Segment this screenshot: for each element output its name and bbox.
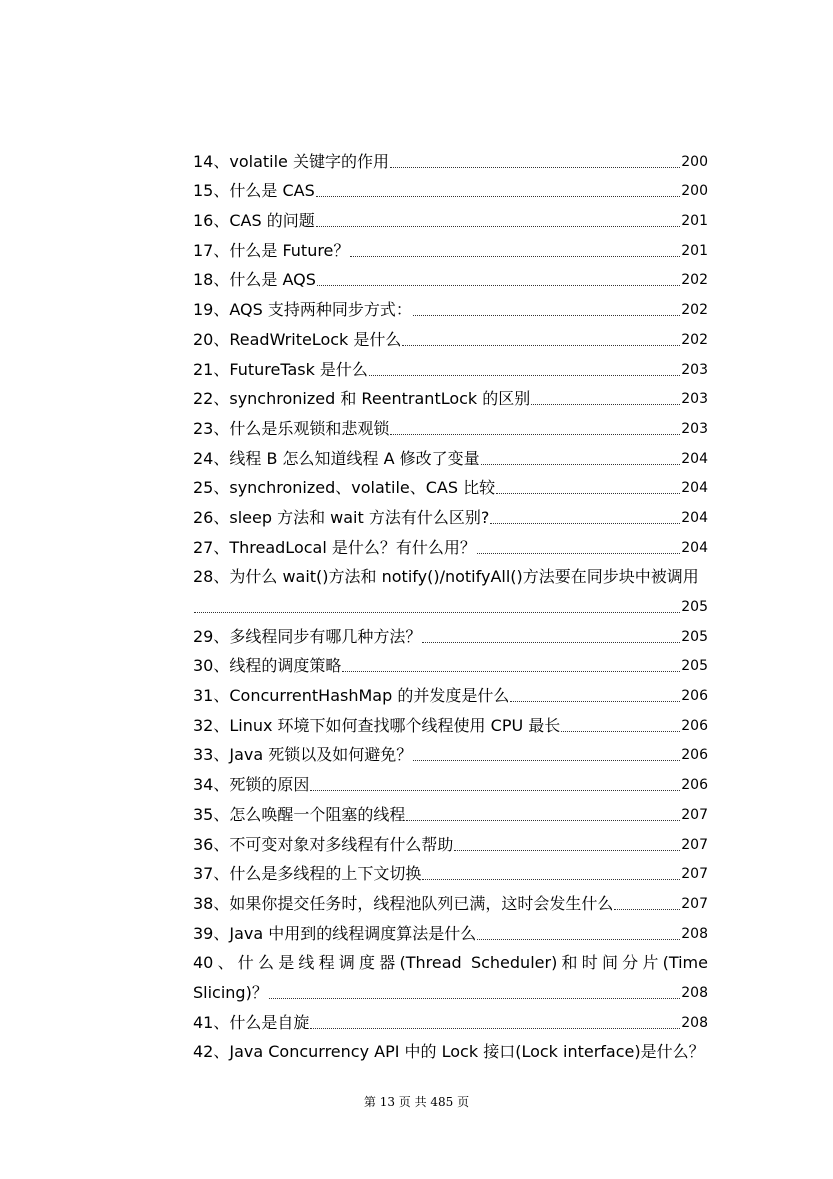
dot-leader	[477, 553, 680, 554]
toc-entry-title: 23、什么是乐观锁和悲观锁	[193, 418, 390, 438]
toc-entry-title: 29、多线程同步有哪几种方法？	[193, 626, 422, 646]
toc-entry-26[interactable]	[193, 499, 708, 529]
toc-entry-page: 203	[681, 361, 708, 378]
toc-entry-30[interactable]	[193, 648, 708, 678]
toc-entry-page: 206	[681, 688, 708, 705]
toc-entry-title: 17、什么是 Future？	[193, 240, 350, 260]
dot-leader	[402, 345, 680, 346]
toc-entry-28-continuation[interactable]	[193, 588, 708, 618]
toc-entry-title: 14、volatile 关键字的作用	[193, 151, 389, 171]
toc-entry-title: 38、如果你提交任务时，线程池队列已满，这时会发生什么	[193, 893, 614, 913]
toc-entry-page: 207	[681, 895, 708, 912]
dot-leader	[413, 315, 680, 316]
dot-leader	[316, 226, 681, 227]
toc-entry-25[interactable]	[193, 470, 708, 500]
dot-leader	[490, 523, 680, 524]
toc-entry-33[interactable]	[193, 737, 708, 767]
toc-entry-page: 207	[681, 836, 708, 853]
toc-entry-35[interactable]	[193, 796, 708, 826]
toc-entry-page: 205	[681, 628, 708, 645]
dot-leader	[194, 612, 680, 613]
toc-entry-17[interactable]	[193, 232, 708, 262]
toc-entry-15[interactable]	[193, 173, 708, 203]
toc-entry-title: 22、synchronized 和 ReentrantLock 的区别	[193, 389, 531, 409]
toc-entry-page: 204	[681, 450, 708, 467]
toc-entry-page: 201	[681, 213, 708, 230]
toc-entry-page: 205	[681, 599, 708, 615]
toc-entry-title: 28、为什么 wait()方法和 notify()/notifyAll()方法要在同步块中被调用	[193, 567, 699, 587]
dot-leader	[531, 404, 680, 405]
toc-entry-title: 39、Java 中用到的线程调度算法是什么	[193, 923, 477, 943]
toc-entry-title: 16、CAS 的问题	[193, 211, 315, 231]
toc-entry-page: 201	[681, 242, 708, 259]
toc-entry-page: 208	[681, 925, 708, 942]
toc-entry-21[interactable]	[193, 351, 708, 381]
toc-entry-page: 200	[681, 183, 708, 200]
toc-entry-title-continued: Slicing)？	[193, 982, 268, 1002]
toc-entry-title: 41、什么是自旋	[193, 1012, 310, 1032]
table-of-contents	[193, 143, 708, 1063]
toc-entry-page: 207	[681, 866, 708, 883]
toc-entry-28[interactable]	[193, 559, 708, 589]
toc-entry-title: 34、死锁的原因	[193, 775, 310, 795]
toc-entry-34[interactable]	[193, 766, 708, 796]
dot-leader	[317, 285, 680, 286]
toc-entry-page: 200	[681, 153, 708, 170]
toc-entry-title: 19、AQS 支持两种同步方式：	[193, 300, 412, 320]
toc-entry-32[interactable]	[193, 707, 708, 737]
dot-leader	[269, 998, 680, 999]
dot-leader	[369, 375, 680, 376]
dot-leader	[406, 820, 680, 821]
toc-entry-page: 206	[681, 747, 708, 764]
toc-entry-36[interactable]	[193, 826, 708, 856]
dot-leader	[481, 464, 681, 465]
toc-entry-38[interactable]	[193, 885, 708, 915]
toc-entry-page: 208	[681, 1014, 708, 1031]
toc-entry-page: 206	[681, 777, 708, 794]
dot-leader	[614, 909, 680, 910]
toc-entry-page: 204	[681, 509, 708, 526]
toc-entry-page: 206	[681, 717, 708, 734]
dot-leader	[316, 196, 681, 197]
dot-leader	[413, 760, 680, 761]
toc-entry-page: 202	[681, 302, 708, 319]
toc-entry-14[interactable]	[193, 143, 708, 173]
toc-entry-title: 20、ReadWriteLock 是什么	[193, 329, 402, 349]
dot-leader	[561, 731, 680, 732]
toc-entry-page: 202	[681, 272, 708, 289]
toc-entry-page: 207	[681, 806, 708, 823]
toc-entry-19[interactable]	[193, 291, 708, 321]
dot-leader	[390, 434, 680, 435]
toc-entry-title: 27、ThreadLocal 是什么？有什么用？	[193, 537, 476, 557]
toc-entry-title: 35、怎么唤醒一个阻塞的线程	[193, 804, 406, 824]
toc-entry-title: 30、线程的调度策略	[193, 656, 342, 676]
toc-entry-title: 15、什么是 CAS	[193, 181, 315, 201]
toc-entry-29[interactable]	[193, 618, 708, 648]
toc-entry-40[interactable]	[193, 945, 708, 975]
toc-entry-page: 204	[681, 539, 708, 556]
toc-entry-page: 208	[681, 984, 708, 1001]
toc-entry-37[interactable]	[193, 856, 708, 886]
toc-entry-title: 26、sleep 方法和 wait 方法有什么区别?	[193, 507, 490, 527]
dot-leader	[422, 642, 680, 643]
dot-leader	[310, 790, 680, 791]
toc-entry-42[interactable]	[193, 1034, 708, 1064]
toc-entry-page: 205	[681, 658, 708, 675]
toc-entry-title: 24、线程 B 怎么知道线程 A 修改了变量	[193, 448, 480, 468]
dot-leader	[310, 1028, 680, 1029]
toc-entry-title: 21、FutureTask 是什么	[193, 359, 368, 379]
toc-entry-27[interactable]	[193, 529, 708, 559]
toc-entry-22[interactable]	[193, 381, 708, 411]
toc-entry-title: 18、什么是 AQS	[193, 270, 316, 290]
toc-entry-41[interactable]	[193, 1004, 708, 1034]
toc-entry-title: 33、Java 死锁以及如何避免？	[193, 745, 413, 765]
toc-entry-39[interactable]	[193, 915, 708, 945]
toc-entry-page: 202	[681, 331, 708, 348]
toc-entry-18[interactable]	[193, 262, 708, 292]
toc-entry-title: 40、什么是线程调度器(Thread Scheduler)和时间分片(Time	[193, 952, 708, 972]
toc-entry-title: 32、Linux 环境下如何查找哪个线程使用 CPU 最长	[193, 715, 561, 735]
toc-entry-title: 31、ConcurrentHashMap 的并发度是什么	[193, 686, 510, 706]
dot-leader	[454, 850, 680, 851]
toc-entry-page: 203	[681, 391, 708, 408]
dot-leader	[342, 671, 680, 672]
toc-entry-title: 37、什么是多线程的上下文切换	[193, 864, 422, 884]
page-footer: 第 13 页 共 485 页	[363, 1095, 470, 1109]
dot-leader	[496, 493, 680, 494]
toc-entry-title: 36、不可变对象对多线程有什么帮助	[193, 834, 454, 854]
toc-entry-20[interactable]	[193, 321, 708, 351]
toc-entry-title: 25、synchronized、volatile、CAS 比较	[193, 478, 496, 498]
dot-leader	[350, 256, 680, 257]
toc-entry-page: 203	[681, 420, 708, 437]
dot-leader	[390, 167, 680, 168]
dot-leader	[422, 879, 680, 880]
toc-entry-31[interactable]	[193, 677, 708, 707]
toc-entry-title: 42、Java Concurrency API 中的 Lock 接口(Lock interface)是什么？	[193, 1042, 705, 1062]
toc-entry-40-continuation[interactable]	[193, 974, 708, 1004]
toc-entry-23[interactable]	[193, 410, 708, 440]
toc-entry-page: 204	[681, 480, 708, 497]
dot-leader	[510, 701, 680, 702]
toc-entry-16[interactable]	[193, 202, 708, 232]
dot-leader	[477, 939, 680, 940]
toc-entry-24[interactable]	[193, 440, 708, 470]
